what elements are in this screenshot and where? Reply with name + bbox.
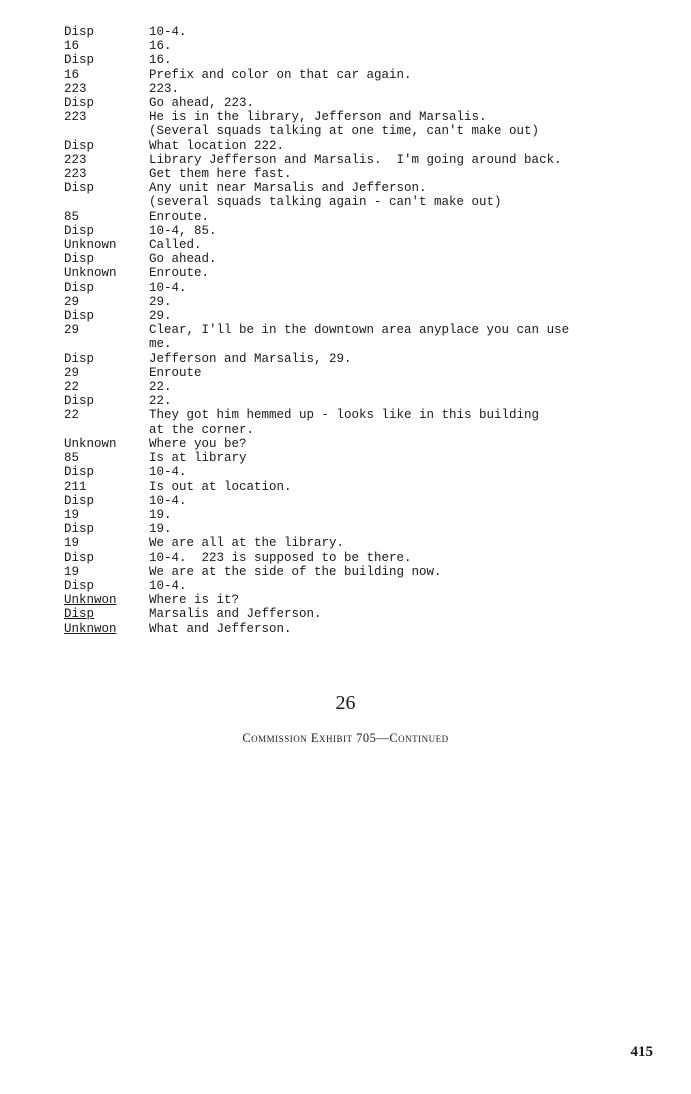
message-text: 19. xyxy=(149,507,172,522)
speaker-label: 22 xyxy=(64,380,80,395)
speaker-label: Disp xyxy=(64,96,95,111)
speaker-label: Disp xyxy=(64,465,95,480)
message-text: 223. xyxy=(149,81,180,96)
message-text: 10-4, 85. xyxy=(149,223,217,238)
transcript-row xyxy=(64,238,664,252)
message-text: 22. xyxy=(149,380,172,395)
speaker-label: 223 xyxy=(64,152,87,167)
transcript-row xyxy=(64,551,664,565)
message-text: 10-4. xyxy=(149,493,187,508)
speaker-label: Disp xyxy=(64,309,95,324)
transcript-row xyxy=(64,139,664,153)
transcript-row xyxy=(64,536,664,550)
message-text: 10-4. xyxy=(149,25,187,39)
speaker-label: Disp xyxy=(64,493,95,508)
message-text: Library Jefferson and Marsalis. I'm going around back. xyxy=(149,152,562,167)
message-text: Is out at location. xyxy=(149,479,292,494)
transcript-row xyxy=(64,394,664,408)
speaker-label: 223 xyxy=(64,167,87,182)
message-text: Go ahead, 223. xyxy=(149,96,255,111)
message-text: 19. xyxy=(149,522,172,537)
transcript-row xyxy=(64,82,664,96)
transcript-row xyxy=(64,380,664,394)
speaker-label: 29 xyxy=(64,365,80,380)
speaker-label: Disp xyxy=(64,53,95,68)
transcript-row xyxy=(64,309,664,323)
speaker-label: Disp xyxy=(64,223,95,238)
transcript-row xyxy=(64,96,664,110)
transcript-row xyxy=(64,508,664,522)
speaker-label: Unknown xyxy=(64,238,117,253)
message-text: Is at library xyxy=(149,451,247,466)
speaker-label: 85 xyxy=(64,451,80,466)
speaker-label: 29 xyxy=(64,323,80,338)
speaker-label: 211 xyxy=(64,479,87,494)
transcript-row xyxy=(64,25,664,39)
speaker-label: Disp xyxy=(64,607,95,622)
exhibit-caption: Commission Exhibit 705—Continued xyxy=(242,731,449,745)
speaker-label: 29 xyxy=(64,294,80,309)
transcript-row xyxy=(64,522,664,536)
speaker-label: Disp xyxy=(64,25,95,39)
transcript-row xyxy=(64,295,664,309)
message-text: Enroute xyxy=(149,365,202,380)
transcript-row xyxy=(64,408,664,436)
speaker-label: 19 xyxy=(64,507,80,522)
transcript xyxy=(64,25,664,636)
speaker-label: Disp xyxy=(64,578,95,593)
message-text: What location 222. xyxy=(149,138,285,153)
message-text: They got him hemmed up - looks like in this building at the corner. xyxy=(149,408,540,437)
speaker-label: Disp xyxy=(64,550,95,565)
speaker-label: 19 xyxy=(64,564,80,579)
speaker-label: Disp xyxy=(64,181,95,196)
transcript-row xyxy=(64,252,664,266)
message-text: Go ahead. xyxy=(149,252,217,267)
transcript-row xyxy=(64,437,664,451)
speaker-label: Unknown xyxy=(64,266,117,281)
speaker-label: Disp xyxy=(64,522,95,537)
page-number: 26 xyxy=(335,692,356,714)
speaker-label: 85 xyxy=(64,209,80,224)
message-text: 10-4. 223 is supposed to be there. xyxy=(149,550,412,565)
transcript-row xyxy=(64,39,664,53)
speaker-label: Unknwon xyxy=(64,621,117,636)
message-text: Get them here fast. xyxy=(149,167,292,182)
message-text: We are all at the library. xyxy=(149,536,345,551)
message-text: 29. xyxy=(149,294,172,309)
transcript-row xyxy=(64,281,664,295)
transcript-row xyxy=(64,465,664,479)
message-text: Enroute. xyxy=(149,209,210,224)
transcript-row xyxy=(64,53,664,67)
transcript-row xyxy=(64,266,664,280)
transcript-row xyxy=(64,480,664,494)
message-text: Clear, I'll be in the downtown area anyplace you can use me. xyxy=(149,323,570,352)
speaker-label: Disp xyxy=(64,394,95,409)
message-text: Where is it? xyxy=(149,593,240,608)
transcript-row xyxy=(64,323,664,351)
transcript-row xyxy=(64,451,664,465)
transcript-row xyxy=(64,181,664,209)
message-text: 16. xyxy=(149,53,172,68)
message-text: Any unit near Marsalis and Jefferson. (several squads talking again - can't make out) xyxy=(149,181,502,210)
speaker-label: 16 xyxy=(64,67,80,82)
speaker-label: Unknwon xyxy=(64,593,117,608)
message-text: What and Jefferson. xyxy=(149,621,292,636)
transcript-row xyxy=(64,494,664,508)
message-text: Jefferson and Marsalis, 29. xyxy=(149,351,352,366)
message-text: 10-4. xyxy=(149,280,187,295)
message-text: 10-4. xyxy=(149,465,187,480)
transcript-row xyxy=(64,366,664,380)
transcript-row xyxy=(64,593,664,607)
speaker-label: Disp xyxy=(64,351,95,366)
transcript-row xyxy=(64,224,664,238)
transcript-row xyxy=(64,153,664,167)
transcript-row xyxy=(64,210,664,224)
speaker-label: 16 xyxy=(64,39,80,54)
message-text: Marsalis and Jefferson. xyxy=(149,607,322,622)
speaker-label: Disp xyxy=(64,138,95,153)
folio-number: 415 xyxy=(630,1044,653,1060)
message-text: He is in the library, Jefferson and Marsalis. (Several squads talking at one time, can't make out) xyxy=(149,110,540,139)
transcript-row xyxy=(64,607,664,621)
message-text: 16. xyxy=(149,39,172,54)
message-text: We are at the side of the building now. xyxy=(149,564,442,579)
speaker-label: 223 xyxy=(64,110,87,125)
transcript-row xyxy=(64,68,664,82)
transcript-row xyxy=(64,579,664,593)
message-text: 29. xyxy=(149,309,172,324)
speaker-label: Disp xyxy=(64,280,95,295)
speaker-label: Disp xyxy=(64,252,95,267)
transcript-row xyxy=(64,110,664,138)
message-text: Prefix and color on that car again. xyxy=(149,67,412,82)
transcript-row xyxy=(64,167,664,181)
message-text: 22. xyxy=(149,394,172,409)
speaker-label: Unknown xyxy=(64,436,117,451)
speaker-label: 223 xyxy=(64,81,87,96)
transcript-row xyxy=(64,352,664,366)
speaker-label: 22 xyxy=(64,408,80,423)
message-text: Enroute. xyxy=(149,266,210,281)
transcript-row xyxy=(64,565,664,579)
message-text: Where you be? xyxy=(149,436,247,451)
message-text: 10-4. xyxy=(149,578,187,593)
message-text: Called. xyxy=(149,238,202,253)
speaker-label: 19 xyxy=(64,536,80,551)
transcript-row xyxy=(64,622,664,636)
